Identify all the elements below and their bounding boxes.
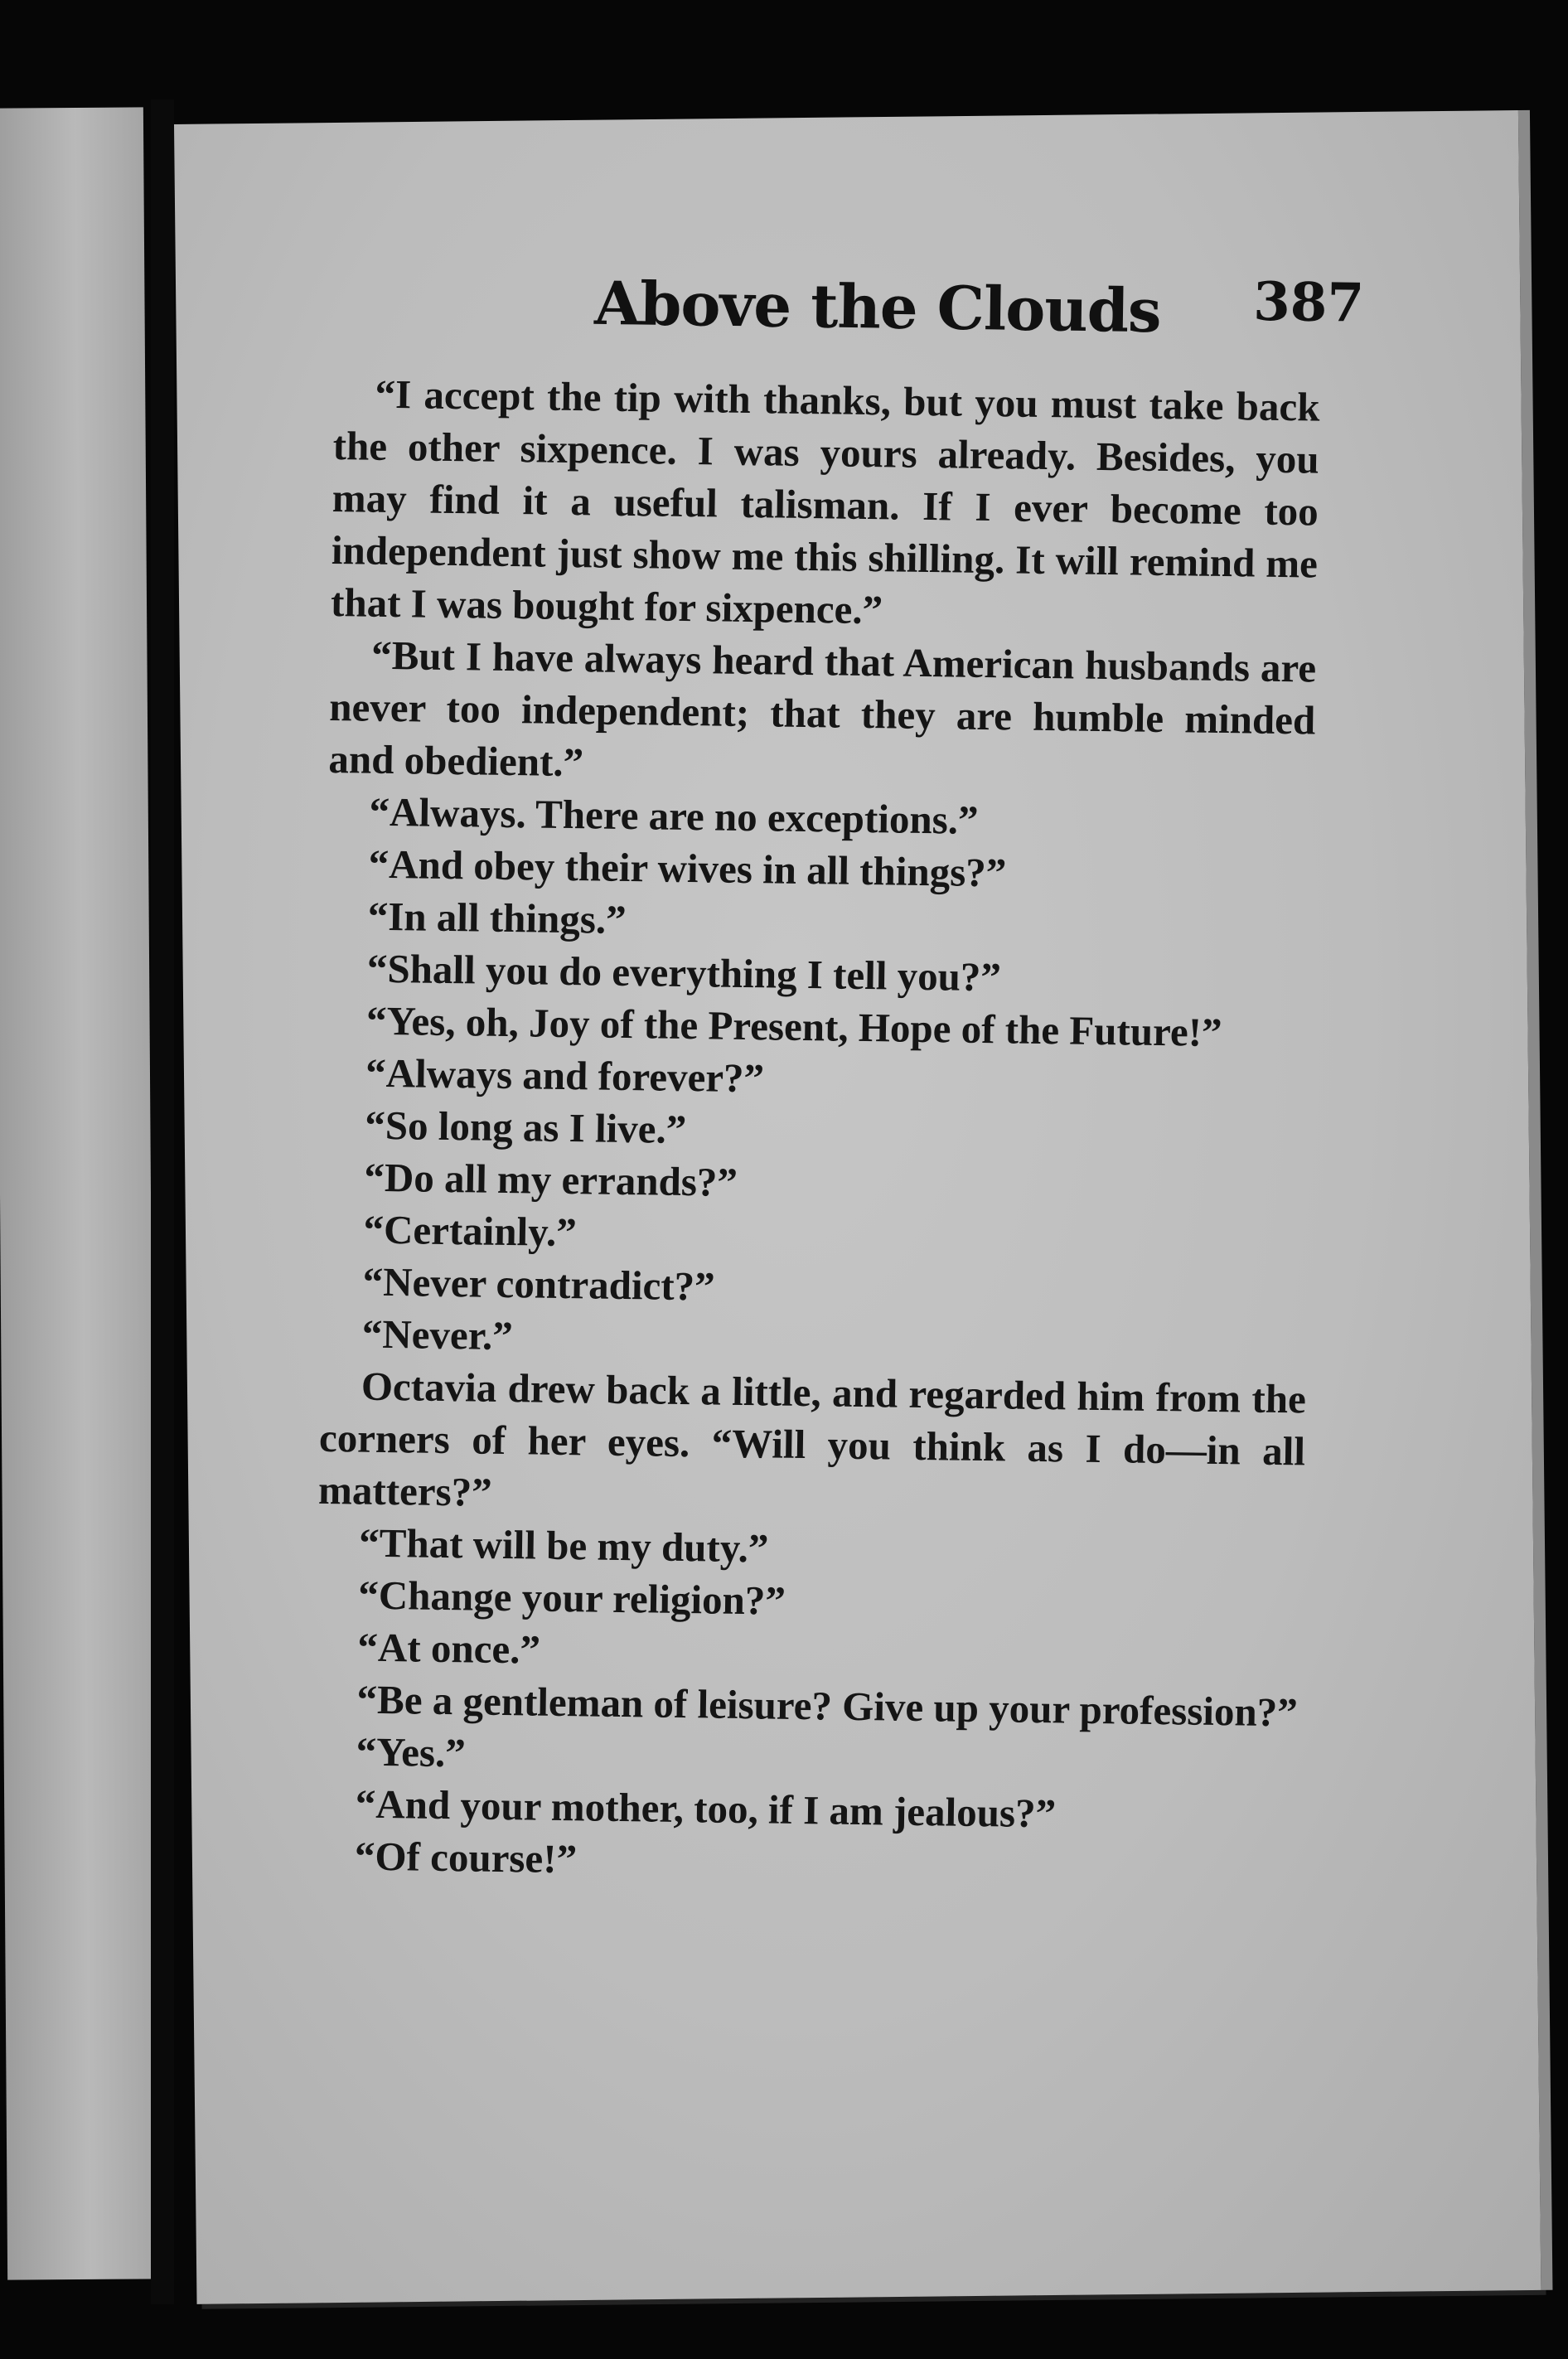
paragraph: “Yes.”	[356, 1728, 467, 1776]
paragraph: “In all things.”	[367, 893, 627, 942]
paragraph: “So long as I live.”	[364, 1102, 687, 1153]
paragraph: “Certainly.”	[363, 1206, 578, 1256]
paragraph: “Change your religion?”	[358, 1572, 786, 1624]
page-number: 387	[1252, 270, 1365, 335]
paragraph: “And your mother, too, if I am jealous?”	[355, 1780, 1057, 1837]
paragraph: “That will be my duty.”	[358, 1519, 769, 1572]
previous-page-edge	[0, 107, 158, 2279]
paragraph: “Of course!”	[354, 1833, 578, 1882]
paragraph: “Do all my errands?”	[364, 1154, 738, 1205]
paragraph: “And obey their wives in all things?”	[368, 840, 1007, 896]
book-gutter	[151, 99, 174, 2304]
book-page	[174, 110, 1541, 2304]
paragraph: “At once.”	[357, 1624, 541, 1673]
page-edge	[1518, 110, 1553, 2290]
running-title: Above the Clouds	[593, 267, 1162, 346]
page-header	[176, 259, 1365, 363]
paragraph: “Yes, oh, Joy of the Present, Hope of the Future!”	[365, 997, 1222, 1056]
paragraph: “Never contradict?”	[362, 1258, 716, 1310]
paragraph: “But I have always heard that American husbands are never too independent; that they are humble minded and obedient.”	[328, 632, 1317, 786]
paragraph: “Always. There are no exceptions.”	[369, 788, 979, 843]
paragraph: “Always and forever?”	[365, 1049, 765, 1102]
body-text	[313, 367, 1320, 1895]
paragraph: “I accept the tip with thanks, but you must take back the other sixpence. I was yours already. Besides, you may find it a useful talisman. If I ever become too independent just show me this shilling. It will remind me that I was bought for sixpence.”	[330, 371, 1320, 633]
paragraph: Octavia drew back a little, and regarded him from the corners of her eyes. “Will you think as I do—in all matters?”	[317, 1363, 1307, 1515]
paragraph: “Be a gentleman of leisure? Give up your profession?”	[356, 1676, 1299, 1736]
paragraph: “Shall you do everything I tell you?”	[366, 945, 1002, 1000]
paragraph: “Never.”	[361, 1310, 514, 1359]
